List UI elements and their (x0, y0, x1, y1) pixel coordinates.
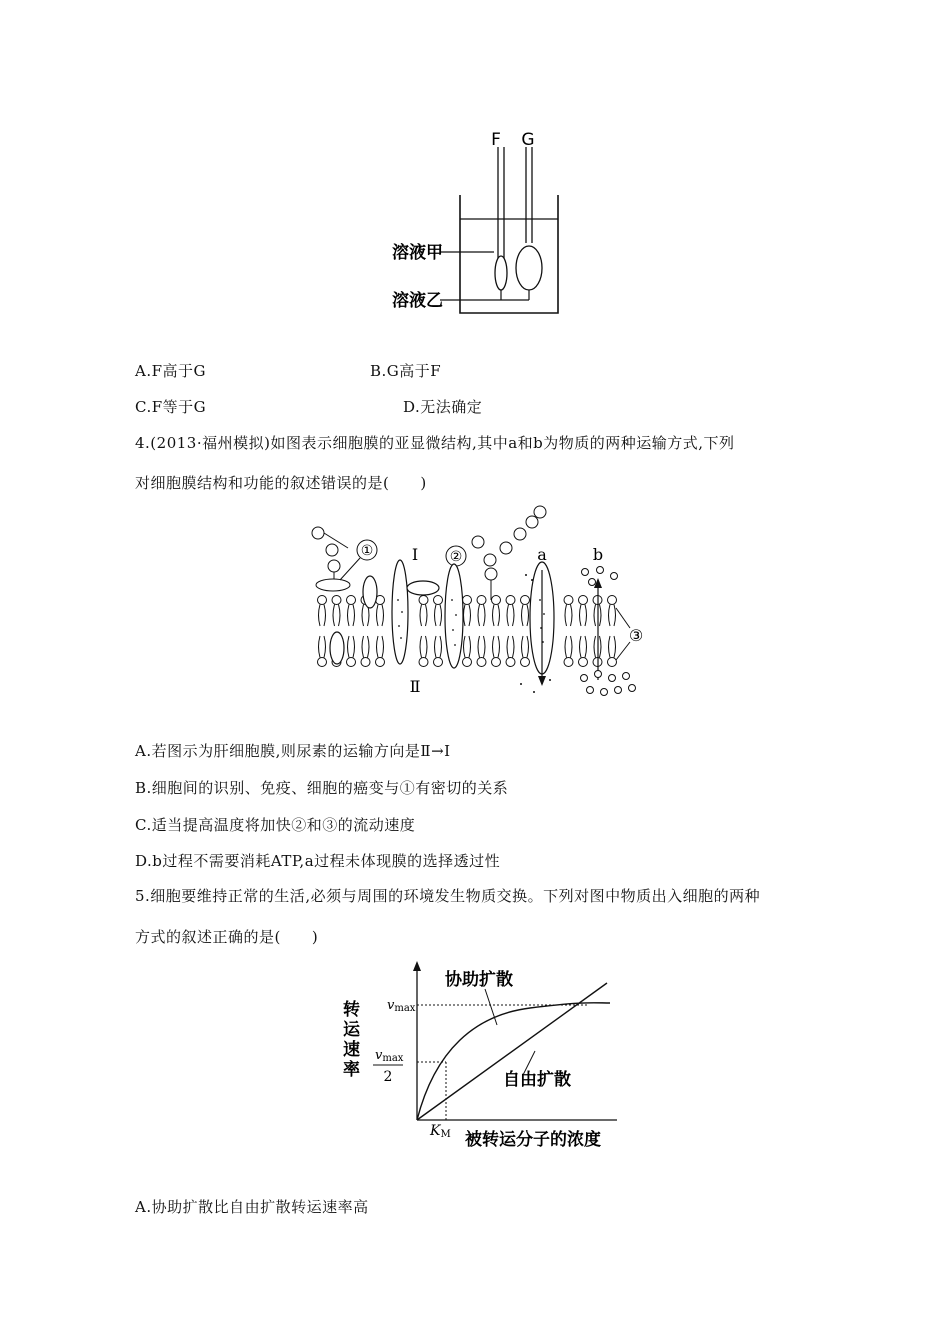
svg-text:转: 转 (343, 1000, 360, 1020)
phospholipid-tail (571, 636, 573, 658)
phospholipid-tail (580, 636, 582, 658)
phospholipid-tail (348, 605, 350, 627)
phospholipid-tail (319, 605, 321, 627)
phospholipid-head (376, 658, 385, 667)
phospholipid-tail (580, 605, 582, 627)
phospholipid-tail (498, 636, 500, 658)
phospholipid-tail (353, 605, 355, 627)
phospholipid-tail (435, 636, 437, 658)
phospholipid-tail (435, 605, 437, 627)
phospholipid-tail (513, 636, 515, 658)
phospholipid-head (419, 596, 428, 605)
phospholipid-tail (594, 636, 596, 658)
q4-stem-line-2: 对细胞膜结构和功能的叙述错误的是( ) (135, 474, 427, 492)
svg-text:运: 运 (343, 1020, 360, 1040)
phospholipid-tail (585, 605, 587, 627)
phospholipid-tail (324, 605, 326, 627)
phospholipid-tail (498, 605, 500, 627)
phospholipid-head (347, 658, 356, 667)
phospholipid-tail (348, 636, 350, 658)
phospholipid-tail (565, 605, 567, 627)
phospholipid-tail (464, 636, 466, 658)
phospholipid-tail (522, 636, 524, 658)
series-simple-diffusion (417, 983, 607, 1120)
phospholipid-head (579, 658, 588, 667)
phospholipid-tail (565, 636, 567, 658)
phospholipid-tail (382, 636, 384, 658)
phospholipid-tail (478, 605, 480, 627)
q3-option-a: A.F高于G (135, 362, 206, 380)
phospholipid-tail (319, 636, 321, 658)
q4-stem-line-1: 4.(2013·福州模拟)如图表示细胞膜的亚显微结构,其中a和b为物质的两种运输方式,下列 (135, 434, 735, 452)
svg-text:速: 速 (343, 1040, 360, 1060)
phospholipid-tail (571, 605, 573, 627)
phospholipid-head (347, 596, 356, 605)
phospholipid-head (332, 596, 341, 605)
svg-text:率: 率 (343, 1060, 360, 1080)
phospholipid-tail (469, 636, 471, 658)
phospholipid-tail (426, 636, 428, 658)
label-G: G (521, 130, 535, 150)
phospholipid-head (506, 596, 515, 605)
phospholipid-tail (527, 636, 529, 658)
phospholipid-tail (522, 605, 524, 627)
x-axis-label: 被转运分子的浓度 (465, 1130, 601, 1150)
tick-vmax-half-den: 2 (383, 1069, 393, 1085)
phospholipid-tail (440, 605, 442, 627)
phospholipid-tail (484, 605, 486, 627)
phospholipid-head (318, 658, 327, 667)
label-2: ② (449, 549, 463, 565)
phospholipid-head (521, 658, 530, 667)
phospholipid-head (521, 596, 530, 605)
phospholipid-tail (585, 636, 587, 658)
legend-facilitated: 协助扩散 (445, 970, 513, 990)
phospholipid-head (419, 658, 428, 667)
phospholipid-head (492, 658, 501, 667)
tick-km: KM (430, 1123, 451, 1140)
q4-option-d: D.b过程不需要消耗ATP,a过程未体现膜的选择透过性 (135, 852, 501, 870)
phospholipid-tail (469, 605, 471, 627)
phospholipid-head (463, 596, 472, 605)
label-a: a (537, 545, 547, 564)
phospholipid-tail (353, 636, 355, 658)
q5-stem-line-1: 5.细胞要维持正常的生活,必须与周围的环境发生物质交换。下列对图中物质出入细胞的两种 (135, 887, 761, 905)
phospholipid-tail (324, 636, 326, 658)
phospholipid-tail (614, 636, 616, 658)
phospholipid-head (608, 658, 617, 667)
phospholipid-tail (420, 636, 422, 658)
q5-option-a: A.协助扩散比自由扩散转运速率高 (135, 1198, 369, 1216)
label-side-I: Ⅰ (411, 545, 419, 564)
transport-rate-chart (325, 955, 635, 1155)
phospholipid-tail (493, 605, 495, 627)
label-F: F (491, 130, 501, 150)
label-solution-b: 溶液乙 (392, 291, 443, 311)
phospholipid-tail (368, 636, 370, 658)
q4-option-b: B.细胞间的识别、免疫、细胞的癌变与①有密切的关系 (135, 779, 509, 797)
phospholipid-tail (333, 605, 335, 627)
phospholipid-tail (527, 605, 529, 627)
phospholipid-head (564, 596, 573, 605)
cell-membrane-figure (300, 500, 650, 710)
phospholipid-tail (377, 636, 379, 658)
phospholipid-tail (600, 605, 602, 627)
phospholipid-tail (614, 605, 616, 627)
phospholipid-tail (426, 605, 428, 627)
label-1: ① (360, 543, 374, 559)
phospholipid-tail (440, 636, 442, 658)
phospholipid-head (477, 658, 486, 667)
q3-option-d: D.无法确定 (403, 398, 483, 416)
phospholipid-head (434, 658, 443, 667)
q3-option-b: B.G高于F (370, 362, 442, 380)
phospholipid-tail (478, 636, 480, 658)
label-side-II: Ⅱ (409, 677, 421, 696)
phospholipid-head (463, 658, 472, 667)
y-axis-label (343, 999, 361, 1080)
phospholipid-tail (339, 605, 341, 627)
phospholipid-head (318, 596, 327, 605)
phospholipid-tail (362, 636, 364, 658)
label-solution-a: 溶液甲 (392, 243, 443, 263)
phospholipid-head (492, 596, 501, 605)
q3-option-c: C.F等于G (135, 398, 207, 416)
phospholipid-tail (420, 605, 422, 627)
phospholipid-tail (513, 605, 515, 627)
phospholipid-head (506, 658, 515, 667)
osmometer-figure (380, 125, 580, 320)
phospholipid-tail (484, 636, 486, 658)
phospholipid-tail (377, 605, 379, 627)
phospholipid-tail (609, 605, 611, 627)
tick-vmax-half-num: vmax (375, 1048, 404, 1064)
phospholipid-head (564, 658, 573, 667)
phospholipid-head (361, 658, 370, 667)
phospholipid-tail (609, 636, 611, 658)
phospholipid-tail (493, 636, 495, 658)
tick-vmax: vmax (387, 998, 416, 1014)
q4-option-a: A.若图示为肝细胞膜,则尿素的运输方向是Ⅱ→Ⅰ (135, 742, 451, 760)
q4-option-c: C.适当提高温度将加快②和③的流动速度 (135, 816, 416, 834)
phospholipid-tail (594, 605, 596, 627)
phospholipid-head (434, 596, 443, 605)
phospholipid-head (477, 596, 486, 605)
label-3: ③ (628, 626, 644, 645)
q5-stem-line-2: 方式的叙述正确的是( ) (135, 928, 319, 946)
legend-simple: 自由扩散 (503, 1070, 571, 1090)
phospholipid-tail (382, 605, 384, 627)
phospholipid-tail (507, 605, 509, 627)
phospholipid-head (608, 596, 617, 605)
label-b: b (592, 545, 604, 564)
phospholipid-tail (464, 605, 466, 627)
phospholipid-tail (507, 636, 509, 658)
phospholipid-head (579, 596, 588, 605)
phospholipid-tail (600, 636, 602, 658)
phospholipid-tail (362, 605, 364, 627)
